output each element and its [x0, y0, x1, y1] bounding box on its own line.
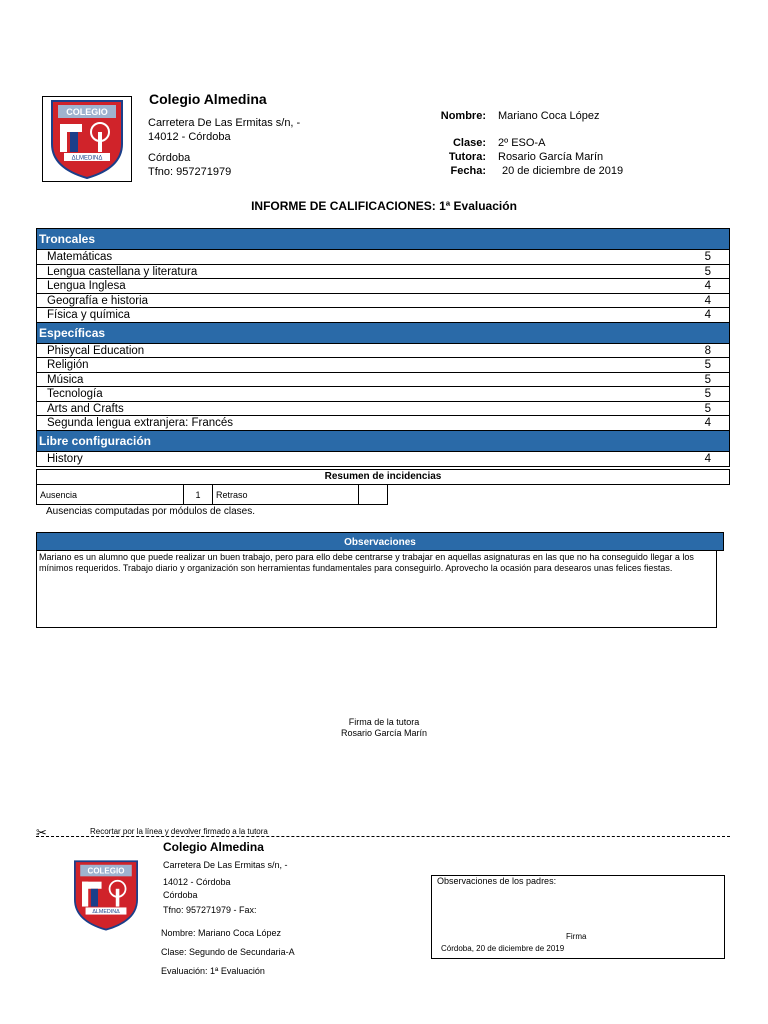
crest-top-text: COLEGIO — [66, 107, 108, 117]
clase-label: Clase: — [452, 137, 486, 149]
school-phone: Tfno: 957271979 — [148, 166, 232, 178]
incidencias-header-box — [36, 469, 730, 485]
subject-name: Matemáticas — [47, 251, 113, 263]
grade-row — [37, 387, 729, 402]
slip-clase: Clase: Segundo de Secundaria-A — [161, 947, 295, 957]
slip-evaluacion: Evaluación: 1ª Evaluación — [161, 966, 265, 976]
slip-date-line: Córdoba, 20 de diciembre de 2019 — [441, 944, 565, 953]
grade-row — [37, 265, 729, 280]
subject-name: Física y química — [47, 309, 131, 321]
subject-grade: 5 — [704, 359, 711, 371]
signature-name: Rosario García Marín — [340, 728, 428, 738]
grade-row — [37, 373, 729, 388]
subject-grade: 8 — [704, 344, 711, 357]
scissors-icon: ✂ — [36, 825, 47, 840]
fecha-label: Fecha: — [450, 165, 486, 177]
subject-grade: 5 — [704, 402, 711, 415]
section-header-libre-configuracion: Libre configuración — [37, 431, 729, 452]
section-header-troncales: Troncales — [37, 229, 729, 250]
slip-crest-top-text: COLEGIO — [87, 866, 125, 876]
subject-grade: 4 — [704, 417, 711, 429]
grade-row — [37, 344, 729, 359]
nombre-value: Mariano Coca López — [498, 110, 600, 122]
subject-name: Lengua castellana y literatura — [47, 265, 198, 278]
grade-row — [37, 358, 729, 373]
subject-name: Geografía e historia — [47, 294, 149, 307]
subject-name: Música — [47, 373, 84, 386]
tutora-label: Tutora: — [448, 151, 486, 163]
tutora-value: Rosario García Marín — [498, 151, 604, 163]
grade-row — [37, 308, 729, 323]
school-address-line2: 14012 - Córdoba — [148, 131, 231, 143]
school-city: Córdoba — [148, 152, 191, 164]
subject-grade: 5 — [704, 388, 711, 400]
ausencia-label: Ausencia — [37, 485, 184, 505]
subject-grade: 5 — [704, 251, 711, 263]
retraso-label: Retraso — [213, 485, 359, 505]
subject-name: Segunda lengua extranjera: Francés — [47, 417, 234, 429]
grades-table — [36, 228, 730, 467]
slip-city: Córdoba — [163, 890, 198, 900]
subject-grade: 4 — [704, 280, 711, 292]
nombre-label: Nombre: — [440, 110, 486, 122]
retraso-value — [359, 485, 388, 505]
slip-nombre: Nombre: Mariano Coca López — [161, 928, 282, 938]
subject-name: Tecnología — [47, 388, 103, 400]
subject-grade: 4 — [704, 452, 711, 465]
school-crest-logo — [42, 96, 132, 182]
observaciones-title: Observaciones — [36, 532, 724, 551]
slip-phone: Tfno: 957271979 - Fax: — [163, 905, 257, 915]
subject-grade: 5 — [704, 373, 711, 386]
grade-row — [37, 294, 729, 309]
slip-school-crest-logo — [66, 855, 146, 935]
subject-grade: 4 — [704, 309, 711, 321]
crest-bottom-text: ΔLMEDINΔ — [71, 155, 103, 162]
cut-instruction: Recortar por la línea y devolver firmado a la tutora — [90, 827, 268, 836]
section-header-especificas: Específicas — [37, 323, 729, 344]
grade-row — [37, 250, 729, 265]
grade-row — [37, 452, 729, 467]
ausencia-value: 1 — [184, 485, 213, 505]
incidencias-title: Resumen de incidencias — [324, 471, 442, 482]
subject-name: Religión — [47, 359, 89, 371]
grade-row — [37, 402, 729, 417]
report-title: INFORME DE CALIFICACIONES: 1ª Evaluación — [251, 199, 517, 213]
cut-line — [36, 836, 730, 837]
ausencias-note: Ausencias computadas por módulos de clases. — [46, 506, 256, 517]
parent-signature-label: Firma — [566, 932, 587, 941]
subject-name: Phisycal Education — [47, 344, 145, 357]
parent-observations-box[interactable] — [431, 875, 725, 959]
school-address-line1: Carretera De Las Ermitas s/n, - — [148, 117, 301, 129]
parent-observations-label: Observaciones de los padres: — [437, 876, 557, 886]
observaciones-text: Mariano es un alumno que puede realizar un buen trabajo, pero para ello debe centrarse y trabajar en aquellas asignaturas en las que no ha conseguido llegar a los mínimos requeridos. Trabajo diario y organización son herramientas fundamentales para conseguirlo. Aprovecho la ocasión para desearos unas felices fiestas. — [36, 551, 717, 628]
subject-name: Arts and Crafts — [47, 402, 124, 415]
subject-grade: 4 — [704, 294, 711, 307]
slip-address-line1: Carretera De Las Ermitas s/n, - — [163, 860, 288, 870]
school-name: Colegio Almedina — [149, 91, 267, 107]
slip-crest-bottom-text: ΔLMEDINΔ — [92, 909, 120, 916]
fecha-value: 20 de diciembre de 2019 — [502, 165, 624, 177]
incidencias-table — [36, 484, 388, 505]
grade-row — [37, 279, 729, 294]
signature-label: Firma de la tutora — [348, 717, 420, 727]
clase-value: 2º ESO-A — [498, 137, 546, 149]
subject-grade: 5 — [704, 265, 711, 278]
subject-name: Lengua Inglesa — [47, 280, 126, 292]
grade-row — [37, 416, 729, 431]
slip-address-line2: 14012 - Córdoba — [163, 877, 231, 887]
slip-school-name: Colegio Almedina — [163, 840, 264, 854]
subject-name: History — [47, 452, 83, 465]
